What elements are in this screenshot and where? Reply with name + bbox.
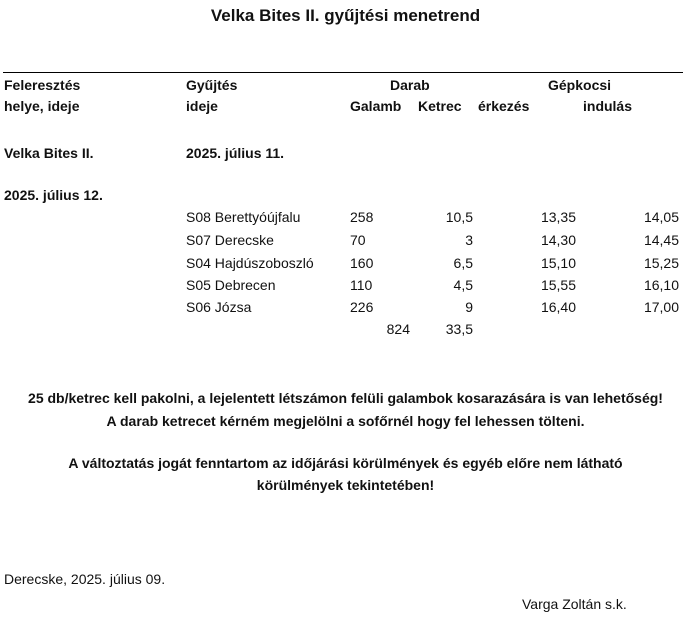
galamb-value: 110 [350, 277, 373, 293]
note-line-4: körülmények tekintetében! [256, 477, 435, 493]
signature: Varga Zoltán s.k. [522, 596, 627, 612]
galamb-value: 226 [350, 299, 374, 315]
header-release-line1: Feleresztés [4, 77, 81, 93]
page-title: Velka Bites II. gyűjtési menetrend [210, 6, 481, 25]
arrival-time: 15,10 [540, 255, 576, 271]
departure-time: 14,45 [643, 232, 679, 248]
departure-time: 17,00 [643, 299, 679, 315]
ketrec-value: 9 [465, 299, 473, 315]
station-name: S04 Hajdúszoboszló [186, 255, 314, 271]
header-erkezes: érkezés [478, 98, 530, 114]
total-ketrec: 33,5 [445, 321, 473, 337]
header-galamb: Galamb [350, 98, 402, 114]
arrival-time: 13,35 [540, 209, 576, 225]
station-name: S06 Józsa [186, 299, 252, 315]
ketrec-value: 6,5 [453, 255, 473, 271]
note-line-1: 25 db/ketrec kell pakolni, a lejelentett létszámon felüli galambok kosarazására is van lehetőség! [28, 390, 663, 406]
note-line-2: A darab ketrecet kérném megjelölni a sofőrnél hogy fel lehessen tölteni. [106, 413, 585, 429]
arrival-time: 16,40 [540, 299, 576, 315]
arrival-time: 15,55 [540, 277, 576, 293]
ketrec-value: 4,5 [453, 277, 473, 293]
header-divider [3, 72, 683, 73]
arrival-time: 14,30 [540, 232, 576, 248]
header-gepkocsi: Gépkocsi [548, 77, 612, 93]
total-galamb: 824 [386, 321, 410, 337]
galamb-value: 258 [350, 209, 374, 225]
station-name: S07 Derecske [186, 232, 274, 248]
header-release-line2: helye, ideje [4, 98, 80, 114]
release-date: 2025. július 12. [4, 187, 103, 203]
departure-time: 15,25 [643, 255, 679, 271]
galamb-value: 160 [350, 255, 374, 271]
galamb-value: 70 [350, 232, 366, 248]
place-date: Derecske, 2025. július 09. [4, 571, 166, 587]
departure-time: 16,10 [643, 277, 679, 293]
collection-date: 2025. július 11. [186, 145, 285, 161]
header-darab: Darab [390, 77, 430, 93]
station-name: S05 Debrecen [186, 277, 276, 293]
header-indulas: indulás [583, 98, 633, 114]
departure-time: 14,05 [643, 209, 679, 225]
ketrec-value: 3 [465, 232, 473, 248]
header-collection-line2: ideje [186, 98, 218, 114]
release-place: Velka Bites II. [4, 145, 94, 161]
ketrec-value: 10,5 [445, 209, 473, 225]
header-ketrec: Ketrec [418, 98, 462, 114]
note-line-3: A változtatás jogát fenntartom az időjárási körülmények és egyéb előre nem látható [68, 455, 623, 471]
station-name: S08 Berettyóújfalu [186, 209, 301, 225]
header-collection-line1: Gyűjtés [186, 77, 238, 93]
